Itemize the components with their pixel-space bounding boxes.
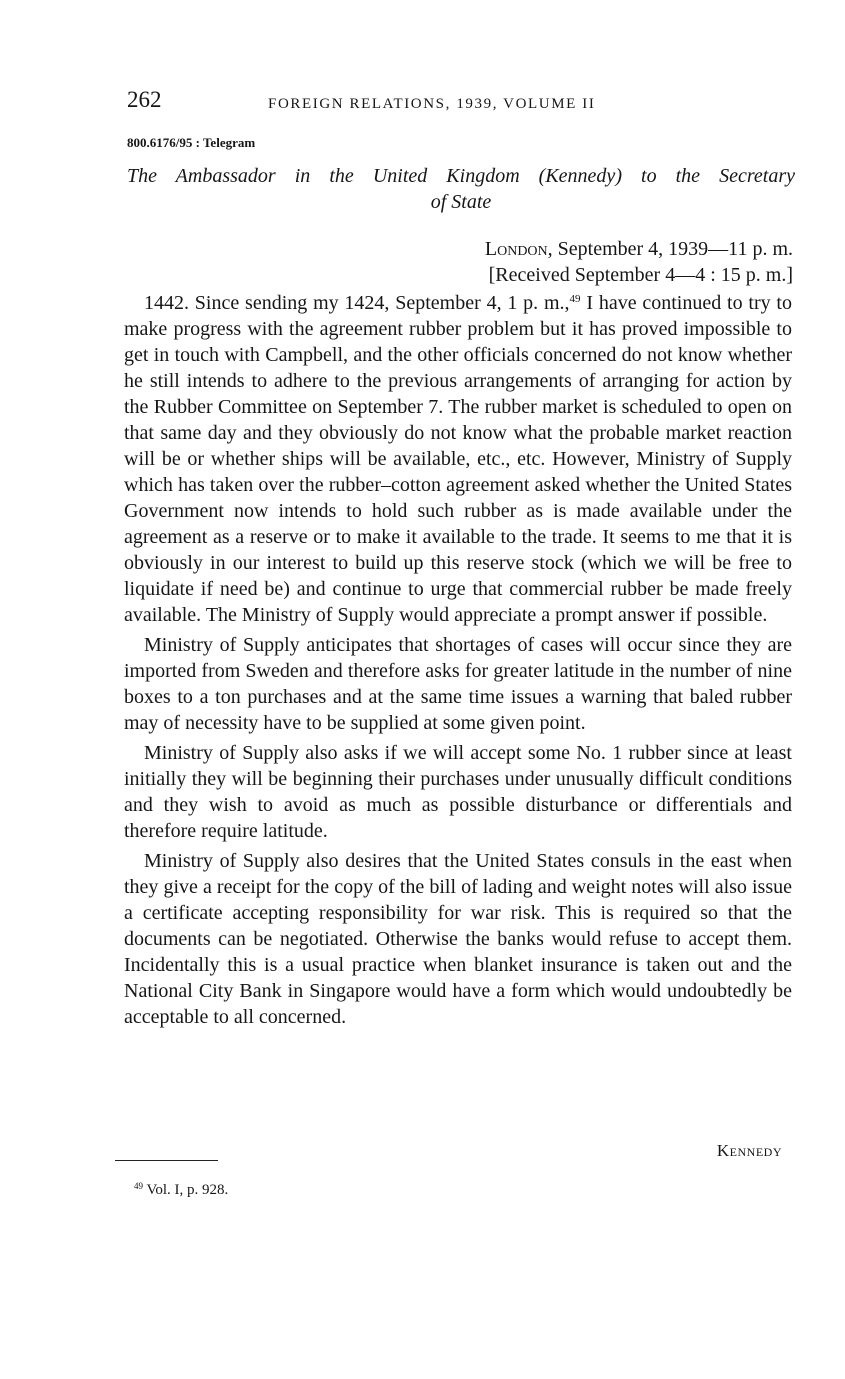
running-head: FOREIGN RELATIONS, 1939, VOLUME II <box>268 96 596 112</box>
body-paragraph-3: Ministry of Supply also asks if we will accept some No. 1 rubber since at least initially they will be beginning their purchases under unusually difficult conditions and they wish to avoid as much as possible disturbance or differentials and therefore require latitude. <box>124 742 792 842</box>
footnote-divider <box>115 1160 218 1161</box>
body-paragraph-1 <box>124 290 792 628</box>
dateline-date: September 4, 1939—11 p. m. <box>552 238 793 260</box>
footnote-text: Vol. I, p. 928. <box>143 1182 229 1198</box>
body-paragraph-2: Ministry of Supply anticipates that shortages of cases will occur since they are imported from Sweden and therefore asks for greater latitude in the number of nine boxes to a ton purchases and at the same time issues a warning that baled rubber may of necessity have to be supplied at some given point. <box>124 634 792 734</box>
footnote-marker: 49 <box>134 1181 143 1191</box>
page-number: 262 <box>127 87 162 112</box>
document-title-line-1: The Ambassador in the United Kingdom (Kennedy) to the Secretary <box>127 165 795 187</box>
footnote <box>134 1180 228 1200</box>
telegram-body <box>124 290 792 1034</box>
body-paragraph-4: Ministry of Supply also desires that the United States consuls in the east when they give a receipt for the copy of the bill of lading and weight notes will also issue a certificate accepting responsibility for war risk. This is required so that the documents can be negotiated. Otherwise the banks would refuse to accept them. Incidentally this is a usual practice when blanket insurance is taken out and the National City Bank in Singapore would have a form which would undoubtedly be acceptable to all concerned. <box>124 850 792 1028</box>
footnote-reference: 49 <box>569 293 581 305</box>
dateline-received: [Received September 4—4 : 15 p. m.] <box>488 264 793 286</box>
document-title-line-2: of State <box>430 191 492 213</box>
dateline-sent <box>485 236 793 262</box>
paragraph-1-rest: I have continued to try to make progress with the agreement rubber problem but it has proved impossible to get in touch with Campbell, and the other officials concerned do not know whether he still intends to adhere to the previous arrangements of arranging for action by the Rubber Committee on September 7. The rubber market is scheduled to open on that same day and they obviously do not know what the probable market reaction will be or whether ships will be available, etc., etc. However, Ministry of Supply which has taken over the rubber–cotton agreement asked whether the United States Government now intends to hold such rubber as is made available under the agreement as a reserve or to make it available to the trade. It seems to me that it is obviously in our interest to build up this reserve stock (which we will be free to liquidate if need be) and continue to urge that commercial rubber be made freely available. The Ministry of Supply would appreciate a prompt answer if possible. <box>124 292 792 626</box>
file-reference: 800.6176/95 : Telegram <box>127 135 256 150</box>
signature: Kennedy <box>716 1141 782 1160</box>
document-title <box>127 163 795 215</box>
dateline-place: London, <box>484 238 553 260</box>
dateline <box>485 236 793 288</box>
paragraph-1-start: 1442. Since sending my 1424, September 4, 1 p. m., <box>144 292 570 314</box>
